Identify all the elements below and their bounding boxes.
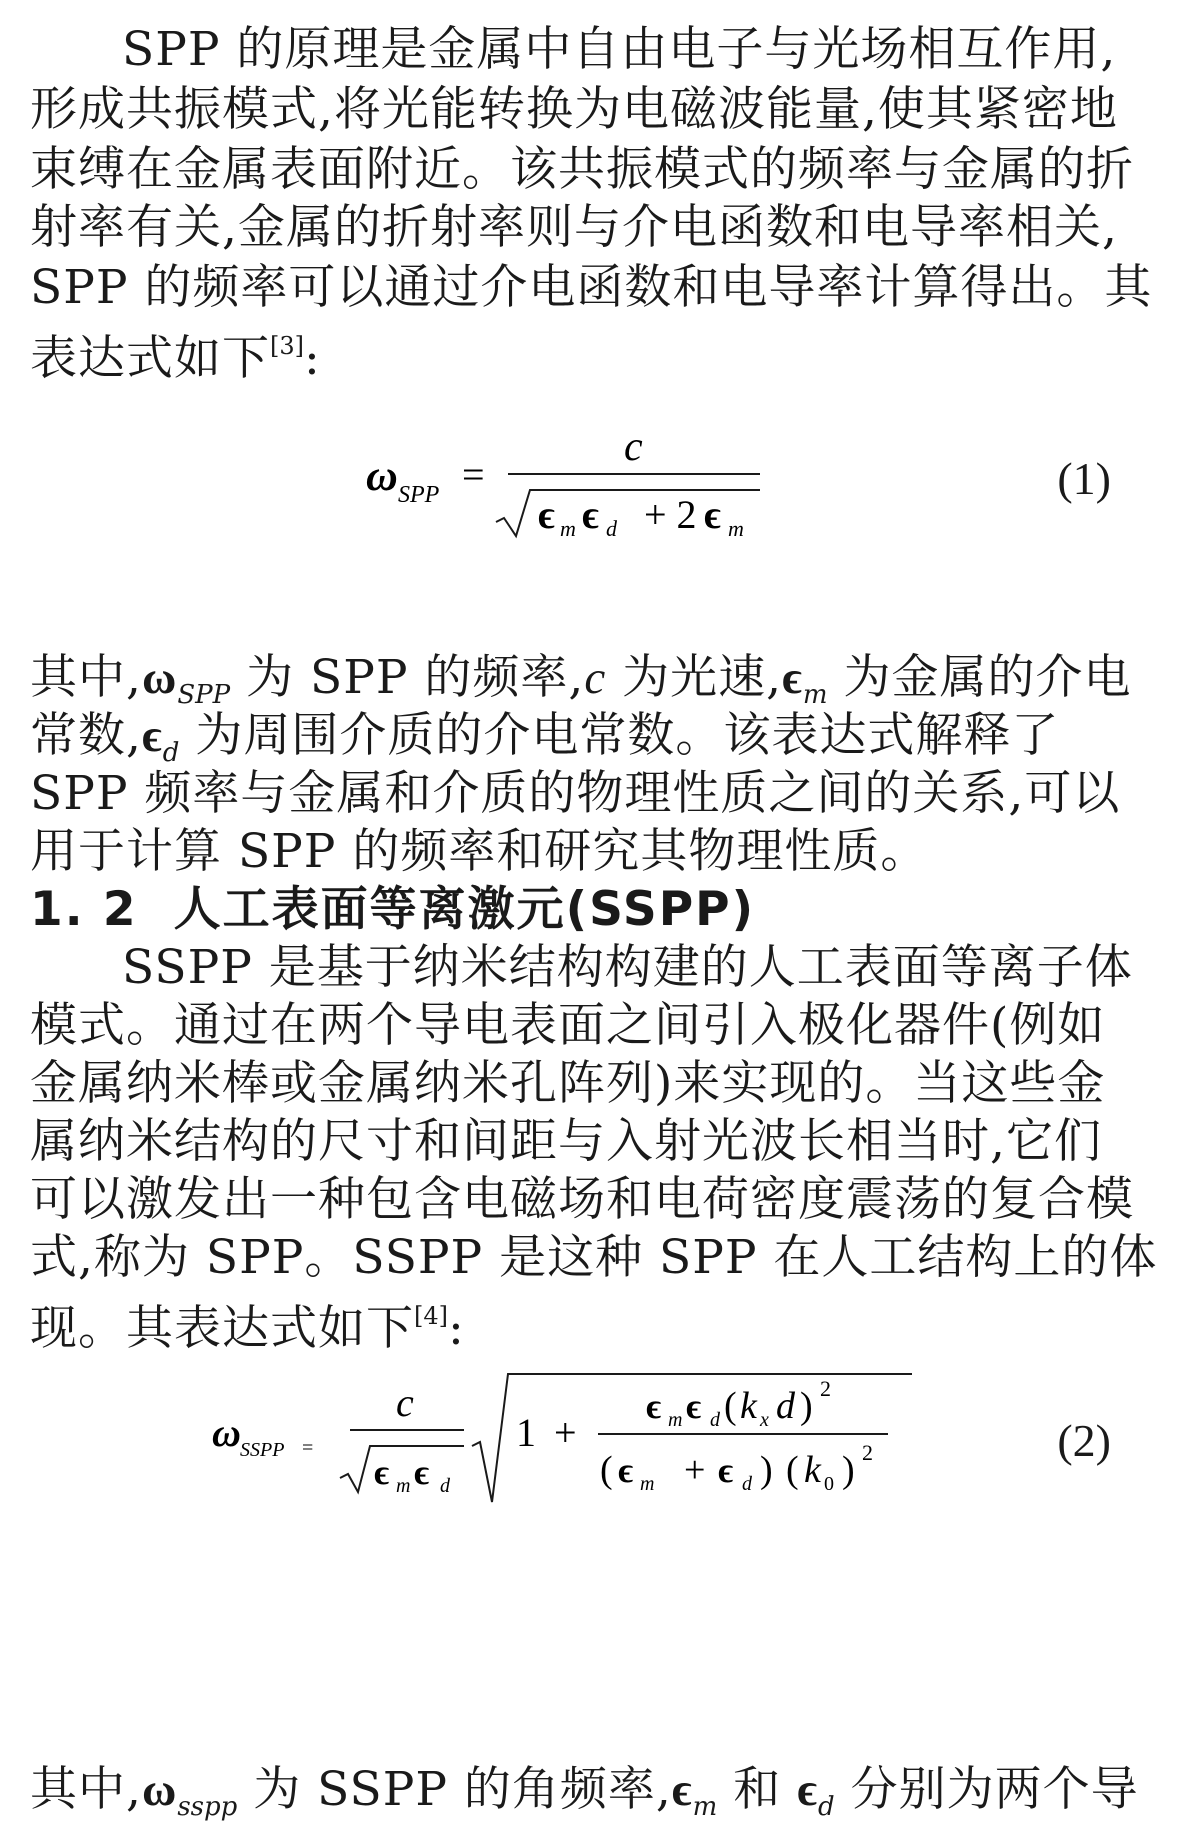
paren: ) [760, 1449, 773, 1491]
text: 其中, [30, 1762, 142, 1817]
numerator: c [396, 1380, 414, 1425]
paragraph-line: SPP 的频率可以通过介电函数和电导率计算得出。其 [30, 260, 1153, 315]
paren: ) [842, 1449, 855, 1491]
paragraph-line: 可以激发出一种包含电磁场和电荷密度震荡的复合模 [30, 1172, 1134, 1227]
text: 为周围介质的介电常数。该表达式解释了 [179, 708, 1060, 763]
paren: ) [800, 1385, 813, 1427]
paragraph-line: 式,称为 SPP。SSPP 是这种 SPP 在人工结构上的体 [30, 1230, 1158, 1285]
text: 为 SPP 的频率, [230, 650, 585, 705]
subscript: d [742, 1473, 752, 1495]
epsilon-symbol: ϵ [686, 1386, 702, 1426]
paragraph-line: 形成共振模式,将光能转换为电磁波能量,使其紧密地 [30, 82, 1118, 137]
omega-symbol: ω [212, 1410, 241, 1455]
epsilon-symbol: ϵ [718, 1450, 734, 1490]
var-c: c [584, 652, 607, 704]
epsilon-symbol: ϵ [141, 710, 163, 762]
subscript: d [162, 738, 180, 768]
epsilon-symbol: ϵ [797, 1764, 819, 1816]
section-title: 人工表面等离激元(SSPP) [173, 882, 756, 937]
one: 1 [516, 1410, 536, 1455]
subscript: x [760, 1409, 769, 1431]
numerator: c [624, 424, 643, 470]
subscript: d [818, 1792, 835, 1822]
subscript: m [802, 680, 828, 710]
equation-number: (2) [1057, 1415, 1111, 1466]
paragraph-line: 束缚在金属表面附近。该共振模式的频率与金属的折 [30, 142, 1134, 197]
paren: ( [786, 1449, 799, 1491]
citation-ref: [3] [270, 332, 304, 360]
equals-sign: = [462, 452, 485, 497]
text: 为光速, [606, 650, 783, 705]
paren: ( [724, 1385, 737, 1427]
omega-symbol: ω [141, 652, 178, 704]
equation-number: (1) [1057, 453, 1111, 504]
var-d: d [776, 1385, 795, 1427]
paragraph-line: SSPP 是基于纳米结构构建的人工表面等离子体 [122, 940, 1133, 995]
subscript: m [640, 1473, 655, 1495]
subscript: d [710, 1409, 720, 1431]
var-k: k [740, 1385, 757, 1427]
text: 分别为两个导 [834, 1762, 1139, 1817]
text: 和 [717, 1762, 798, 1817]
paragraph-line [30, 318, 1115, 387]
epsilon-symbol: ϵ [582, 492, 599, 537]
epsilon-symbol: ϵ [782, 652, 803, 704]
exponent: 2 [862, 1440, 873, 1465]
subscript: m [692, 1792, 718, 1822]
text: 为 SSPP 的角频率, [237, 1762, 672, 1817]
section-number: 1. 2 [30, 882, 138, 937]
section-heading [30, 882, 1115, 938]
equation-2-graphic [0, 1366, 1203, 1516]
text: : [304, 331, 321, 386]
text: 表达式如下 [30, 331, 270, 386]
paragraph-line: SPP 频率与金属和介质的物理性质之间的关系,可以 [30, 766, 1121, 821]
subscript: d [440, 1475, 450, 1497]
subscript: 0 [824, 1473, 834, 1495]
subscript: SPP [177, 680, 231, 710]
subscript: m [728, 516, 744, 540]
epsilon-symbol: ϵ [646, 1386, 662, 1426]
text: 常数, [30, 708, 142, 763]
text: 为金属的介电 [827, 650, 1132, 705]
text: 现。其表达式如下 [30, 1301, 414, 1356]
equation-1-graphic [0, 410, 1203, 540]
paren: ( [600, 1449, 613, 1491]
paragraph-line [30, 1762, 1139, 1835]
paragraph-line: 金属纳米棒或金属纳米孔阵列)来实现的。当这些金 [30, 1056, 1106, 1111]
epsilon-symbol: ϵ [414, 1452, 430, 1492]
plus-sign: + [554, 1410, 577, 1455]
subscript: d [606, 516, 617, 540]
subscript: m [560, 516, 576, 540]
paragraph-line [30, 1288, 1115, 1357]
var-k: k [804, 1449, 821, 1491]
omega-subscript: SSPP [240, 1439, 285, 1461]
paragraph-line: 模式。通过在两个导电表面之间引入极化器件(例如 [30, 998, 1106, 1053]
exponent: 2 [820, 1376, 831, 1401]
paragraph-line: 属纳米结构的尺寸和间距与入射光波长相当时,它们 [30, 1114, 1102, 1169]
plus-two: + 2 [644, 492, 697, 537]
paragraph-line: 射率有关,金属的折射率则与介电函数和电导率相关, [30, 200, 1118, 255]
subscript: m [396, 1475, 411, 1497]
paragraph-line: 用于计算 SPP 的频率和研究其物理性质。 [30, 824, 929, 879]
plus-sign: + [684, 1449, 706, 1491]
equals-sign: = [302, 1437, 314, 1459]
omega-subscript: SPP [398, 482, 440, 508]
epsilon-symbol: ϵ [671, 1764, 693, 1816]
omega-symbol: ω [366, 451, 398, 500]
subscript: sspp [177, 1792, 238, 1822]
equation-2 [0, 1366, 1203, 1516]
equation-1 [0, 410, 1203, 540]
epsilon-symbol: ϵ [374, 1452, 390, 1492]
paragraph-line: SPP 的原理是金属中自由电子与光场相互作用, [122, 22, 1117, 77]
epsilon-symbol: ϵ [538, 492, 555, 537]
citation-ref: [4] [414, 1302, 448, 1330]
subscript: m [668, 1409, 683, 1431]
text: : [448, 1301, 465, 1356]
epsilon-symbol: ϵ [704, 492, 721, 537]
text: 其中, [30, 650, 142, 705]
omega-symbol: ω [141, 1764, 178, 1816]
epsilon-symbol: ϵ [618, 1450, 634, 1490]
